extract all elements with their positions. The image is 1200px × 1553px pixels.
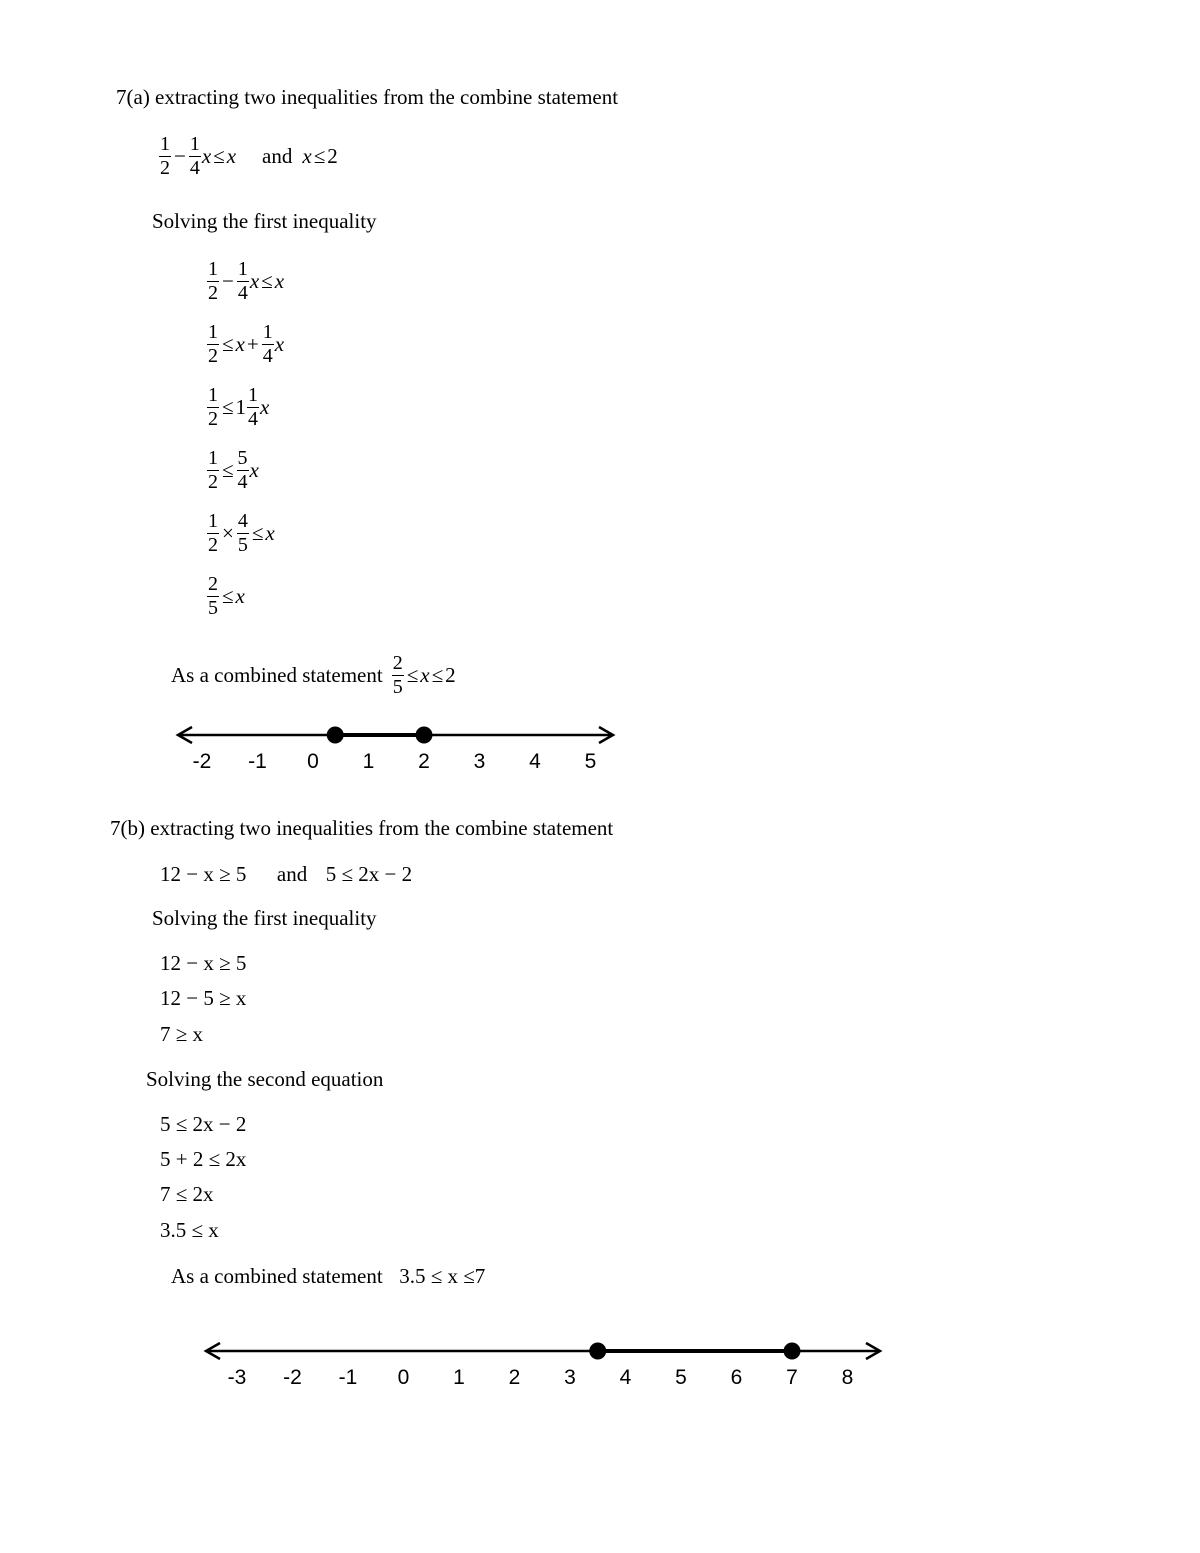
part-a-heading: 7(a) extracting two inequalities from the combine statement: [116, 85, 619, 109]
number-line-a-tick-label: 2: [418, 750, 430, 773]
solving-first-label-b: Solving the first inequality: [152, 906, 377, 930]
step-a-4: $\frac{1}{2}$ ≤ $\frac{5}{4}$ x: [208, 447, 259, 493]
fraction-one-quarter: $\frac{1}{4}$: [189, 133, 200, 179]
combined-expr-b: 3.5 ≤ x ≤7: [399, 1264, 486, 1288]
step-a-6: $\frac{2}{5}$ ≤ x: [208, 573, 245, 619]
step-a-1: $\frac{1}{2}$ − $\frac{1}{4}$ x ≤ x: [208, 258, 285, 304]
number-line-a-tick-label: 0: [307, 750, 319, 773]
part-b-heading: 7(b) extracting two inequalities from the combine statement: [110, 816, 614, 840]
number-line-b-tick-label: 6: [730, 1366, 743, 1389]
number-line-a-tick-label: 3: [473, 750, 486, 773]
number-line-b-tick-label: -3: [227, 1366, 247, 1389]
step-a-2: $\frac{1}{2}$ ≤ x + $\frac{1}{4}$ x: [208, 321, 285, 367]
step-b-5: 5 + 2 ≤ 2x: [160, 1147, 247, 1171]
step-b-1: 12 − x ≥ 5: [160, 951, 247, 975]
number-line-b-tick-label: 0: [397, 1366, 410, 1389]
and-word-b: and: [276, 862, 308, 886]
inequality-b-1: 12 − x ≥ 5: [160, 862, 247, 886]
number-line-b-tick-label: 2: [508, 1366, 521, 1389]
number-line-b-tick-label: 3: [564, 1366, 576, 1389]
step-b-4: 5 ≤ 2x − 2: [160, 1112, 247, 1136]
number-line-a-endpoint-dot: [327, 727, 344, 744]
number-line-a-tick-label: 1: [362, 750, 375, 773]
number-line-b-tick-label: -2: [283, 1366, 302, 1389]
number-line-a-endpoint-dot: [416, 727, 433, 744]
step-a-3: $\frac{1}{2}$ ≤ 1 $\frac{1}{4}$ x: [208, 384, 270, 430]
step-b-6: 7 ≤ 2x: [160, 1182, 214, 1206]
combined-label-a: As a combined statement: [171, 663, 383, 687]
combined-statement-b: [171, 1266, 485, 1287]
number-line-b-tick-label: 5: [675, 1366, 687, 1389]
combined-statement-a: As a combined statement $\frac{2}{5}$ ≤ x ≤ 2: [171, 652, 456, 698]
number-line-b-tick-label: 4: [619, 1366, 632, 1389]
solving-first-label-a: Solving the first inequality: [152, 209, 377, 233]
step-b-2: 12 − 5 ≥ x: [160, 986, 247, 1010]
inequality-b-2: 5 ≤ 2x − 2: [325, 862, 413, 886]
number-line-a-tick-label: -1: [248, 750, 267, 773]
solving-second-label-b: Solving the second equation: [146, 1067, 384, 1091]
number-line-a-tick-label: -2: [192, 750, 212, 773]
part-b-extracted-inequalities: [160, 864, 412, 885]
part-a-extracted-inequalities: $\frac{1}{2}$ − $\frac{1}{4}$ x ≤ x and x ≤ 2: [160, 133, 338, 179]
step-b-7: 3.5 ≤ x: [160, 1218, 219, 1242]
fraction-one-half: $\frac{1}{2}$: [160, 133, 170, 179]
and-word: and: [262, 144, 293, 168]
number-line-b-tick-label: 8: [841, 1366, 854, 1389]
step-b-3: 7 ≥ x: [160, 1022, 204, 1046]
number-line-b-tick-label: 1: [453, 1366, 465, 1389]
combined-label-b: As a combined statement: [171, 1264, 383, 1288]
step-a-5: $\frac{1}{2}$ × $\frac{4}{5}$ ≤ x: [208, 510, 275, 556]
number-line-a-tick-label: 5: [584, 750, 597, 773]
number-line-a-tick-label: 4: [529, 750, 541, 773]
number-line-b-tick-label: -1: [338, 1366, 358, 1389]
number-line-b-tick-label: 7: [786, 1366, 798, 1389]
